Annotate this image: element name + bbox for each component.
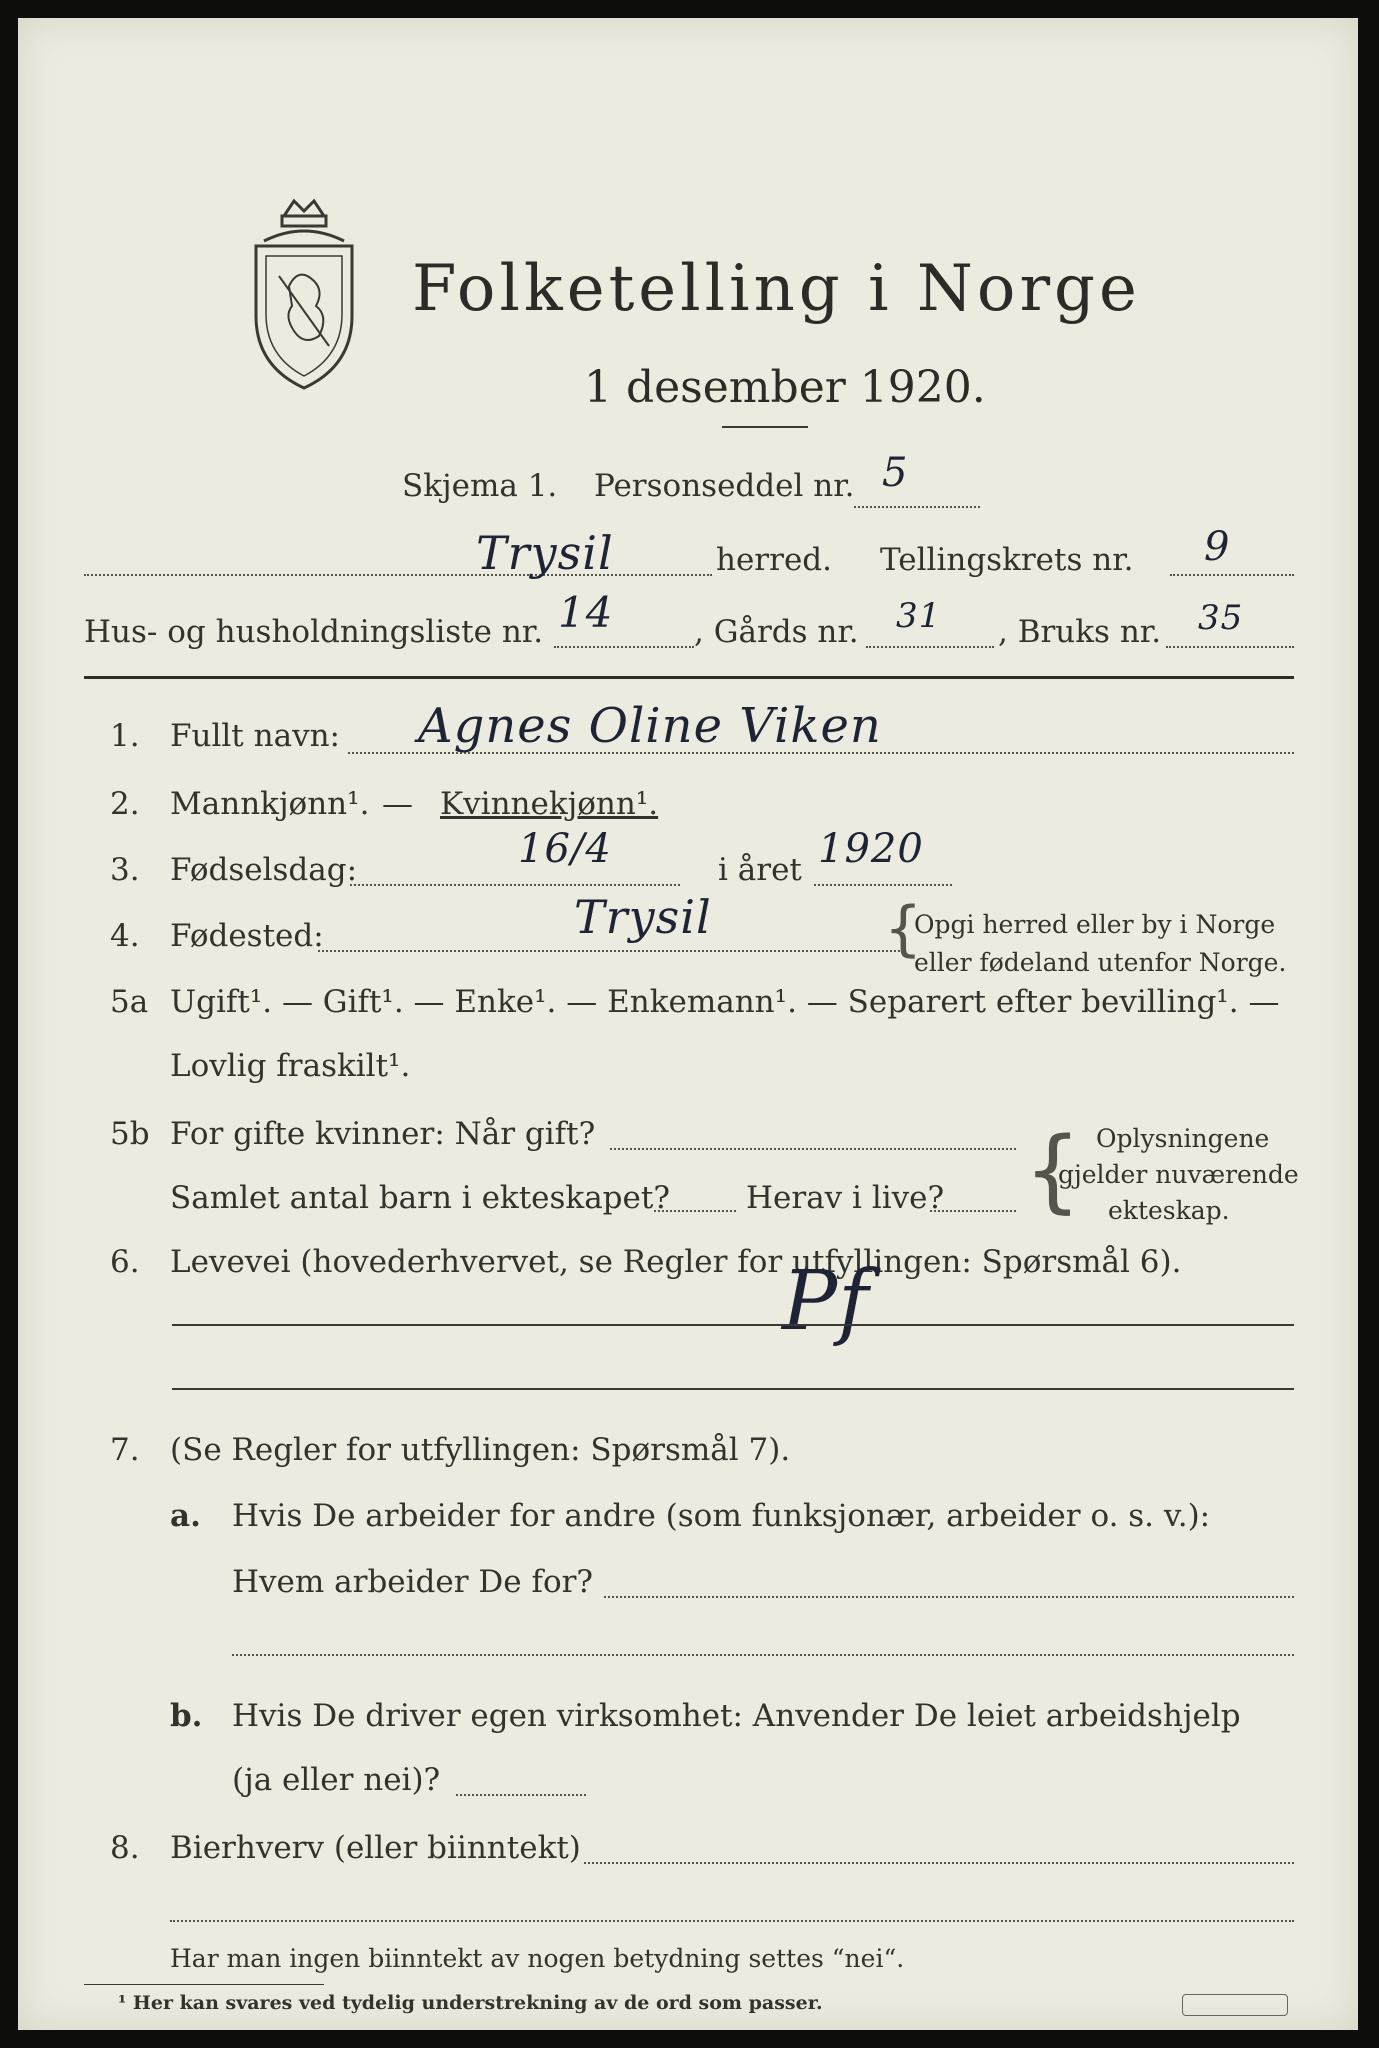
census-form bbox=[18, 18, 1358, 2030]
footnote-rule bbox=[84, 1984, 324, 1985]
q4-note-line2: eller fødeland utenfor Norge. bbox=[914, 948, 1287, 977]
q7a-letter: a. bbox=[170, 1498, 201, 1534]
marital-status-options[interactable]: Ugift¹. — Gift¹. — Enke¹. — Enkemann¹. — Separert efter bevilling¹. — bbox=[170, 984, 1280, 1020]
gender-female-option[interactable]: Kvinnekjønn¹. bbox=[440, 786, 659, 822]
full-name-value[interactable]: Agnes Oline Viken bbox=[418, 698, 882, 754]
q7a-employer-line2 bbox=[232, 1654, 1294, 1656]
tellingskrets-line bbox=[1170, 574, 1294, 576]
q5b-note-line1: Oplysningene bbox=[1096, 1124, 1270, 1153]
q4-line bbox=[318, 950, 900, 952]
personseddel-value[interactable]: 5 bbox=[882, 450, 909, 496]
q8-label: Bierhverv (eller biinntekt) bbox=[170, 1830, 581, 1866]
q7-label: (Se Regler for utfyllingen: Spørsmål 7). bbox=[170, 1432, 791, 1468]
q8-line2 bbox=[170, 1920, 1294, 1922]
marital-status-divorced[interactable]: Lovlig fraskilt¹. bbox=[170, 1048, 411, 1084]
q5b-alive-line bbox=[930, 1210, 1016, 1212]
q8-line bbox=[584, 1862, 1294, 1864]
q6-number: 6. bbox=[110, 1244, 140, 1280]
gards-label: , Gårds nr. bbox=[694, 614, 859, 650]
bruks-label: , Bruks nr. bbox=[998, 614, 1162, 650]
q5b-brace: { bbox=[1024, 1118, 1082, 1223]
herred-label: herred. bbox=[716, 542, 832, 578]
q7a-employer-line bbox=[604, 1596, 1294, 1598]
herred-value[interactable]: Trysil bbox=[476, 526, 614, 580]
gards-line bbox=[866, 646, 994, 648]
hus-value[interactable]: 14 bbox=[558, 588, 614, 637]
q7a-question: Hvis De arbeider for andre (som funksjonær, arbeider o. s. v.): bbox=[232, 1498, 1211, 1534]
birthplace-value[interactable]: Trysil bbox=[574, 890, 712, 944]
birthday-value[interactable]: 16/4 bbox=[518, 826, 612, 872]
gender-male-option[interactable]: Mannkjønn¹. bbox=[170, 786, 370, 822]
q3-day-line bbox=[350, 884, 680, 886]
q6-label: Levevei (hovederhvervet, se Regler for utfyllingen: Spørsmål 6). bbox=[170, 1244, 1182, 1280]
occupation-value[interactable]: Pf bbox=[782, 1254, 870, 1349]
q3-number: 3. bbox=[110, 852, 140, 888]
gender-separator: — bbox=[382, 786, 413, 822]
q1-label: Fullt navn: bbox=[170, 718, 340, 754]
q7b-yes-no-line bbox=[456, 1794, 586, 1796]
hus-line bbox=[554, 646, 694, 648]
q7-number: 7. bbox=[110, 1432, 140, 1468]
form-date: 1 desember 1920. bbox=[584, 362, 986, 413]
biinntekt-note: Har man ingen biinntekt av nogen betydning settes “nei“. bbox=[170, 1944, 905, 1973]
q5a-number: 5a bbox=[110, 984, 149, 1020]
tellingskrets-label: Tellingskrets nr. bbox=[880, 542, 1134, 578]
skjema-label: Skjema 1. bbox=[402, 468, 558, 504]
q5b-note-line3: ekteskap. bbox=[1108, 1196, 1230, 1225]
q3-year-label: i året bbox=[718, 852, 802, 888]
q7b-letter: b. bbox=[170, 1698, 203, 1734]
q7b-question: Hvis De driver egen virksomhet: Anvender De leiet arbeidshjelp bbox=[232, 1698, 1241, 1734]
q4-label: Fødested: bbox=[170, 918, 324, 954]
q3-label: Fødselsdag: bbox=[170, 852, 358, 888]
personseddel-line bbox=[854, 506, 980, 508]
personseddel-label: Personseddel nr. bbox=[594, 468, 855, 504]
q4-note-line1: Opgi herred eller by i Norge bbox=[914, 910, 1276, 939]
printer-stamp bbox=[1182, 1994, 1288, 2016]
q5b-alive-label: Herav i live? bbox=[746, 1180, 945, 1216]
q6-line2 bbox=[172, 1388, 1294, 1390]
herred-line bbox=[84, 574, 712, 576]
footnote: ¹ Her kan svares ved tydelig understrekning av de ord som passer. bbox=[118, 1992, 823, 2014]
q1-number: 1. bbox=[110, 718, 140, 754]
q5b-note-line2: gjelder nuværende bbox=[1058, 1160, 1299, 1189]
header-divider bbox=[84, 676, 1294, 679]
bruks-line bbox=[1166, 646, 1294, 648]
q8-number: 8. bbox=[110, 1830, 140, 1866]
q4-number: 4. bbox=[110, 918, 140, 954]
bruks-value[interactable]: 35 bbox=[1198, 598, 1244, 638]
hus-label: Hus- og husholdningsliste nr. bbox=[84, 614, 544, 650]
q4-brace: { bbox=[884, 894, 923, 964]
q5b-children-line bbox=[654, 1210, 736, 1212]
coat-of-arms-icon bbox=[244, 196, 364, 396]
q6-line1 bbox=[172, 1324, 1294, 1326]
form-title: Folketelling i Norge bbox=[412, 252, 1141, 326]
q5b-number: 5b bbox=[110, 1116, 150, 1152]
birth-year-value[interactable]: 1920 bbox=[818, 826, 924, 872]
q7b-yes-no-label: (ja eller nei)? bbox=[232, 1762, 441, 1798]
q2-number: 2. bbox=[110, 786, 140, 822]
q5b-married-when-line bbox=[610, 1148, 1016, 1150]
title-rule bbox=[722, 426, 808, 428]
q5b-children-label: Samlet antal barn i ekteskapet? bbox=[170, 1180, 670, 1216]
q5b-married-when-label: For gifte kvinner: Når gift? bbox=[170, 1116, 596, 1152]
gards-value[interactable]: 31 bbox=[896, 596, 942, 636]
q7a-employer-label: Hvem arbeider De for? bbox=[232, 1564, 594, 1600]
tellingskrets-value[interactable]: 9 bbox=[1204, 524, 1231, 570]
q3-year-line bbox=[814, 884, 952, 886]
